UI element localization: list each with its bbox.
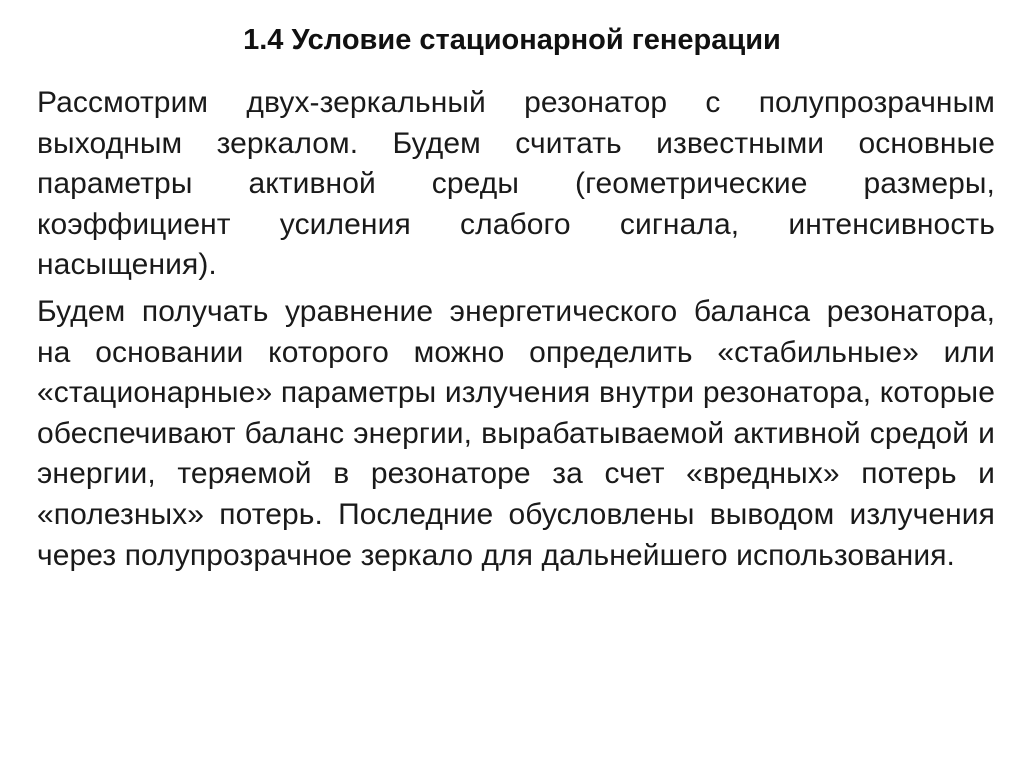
slide-title: 1.4 Условие стационарной генерации	[243, 24, 781, 56]
slide-body	[37, 83, 995, 582]
paragraph-resonator-setup: Рассмотрим двух-зеркальный резонатор с полупрозрачным выходным зеркалом. Будем считать известными основные параметры активной среды (геометрические размеры, коэффициент усиления слабого сигнала, интенсивность насыщения).	[37, 86, 995, 282]
paragraph-energy-balance: Будем получать уравнение энергетического баланса резонатора, на основании которого можно определить «стабильные» или «стационарные» параметры излучения внутри резонатора, которые обеспечивают баланс энергии, вырабатываемой активной средой и энергии, теряемой в резонаторе за счет «вредных» потерь и «полезных» потерь. Последние обусловлены выводом излучения через полупрозрачное зеркало для дальнейшего использования.	[37, 294, 995, 572]
